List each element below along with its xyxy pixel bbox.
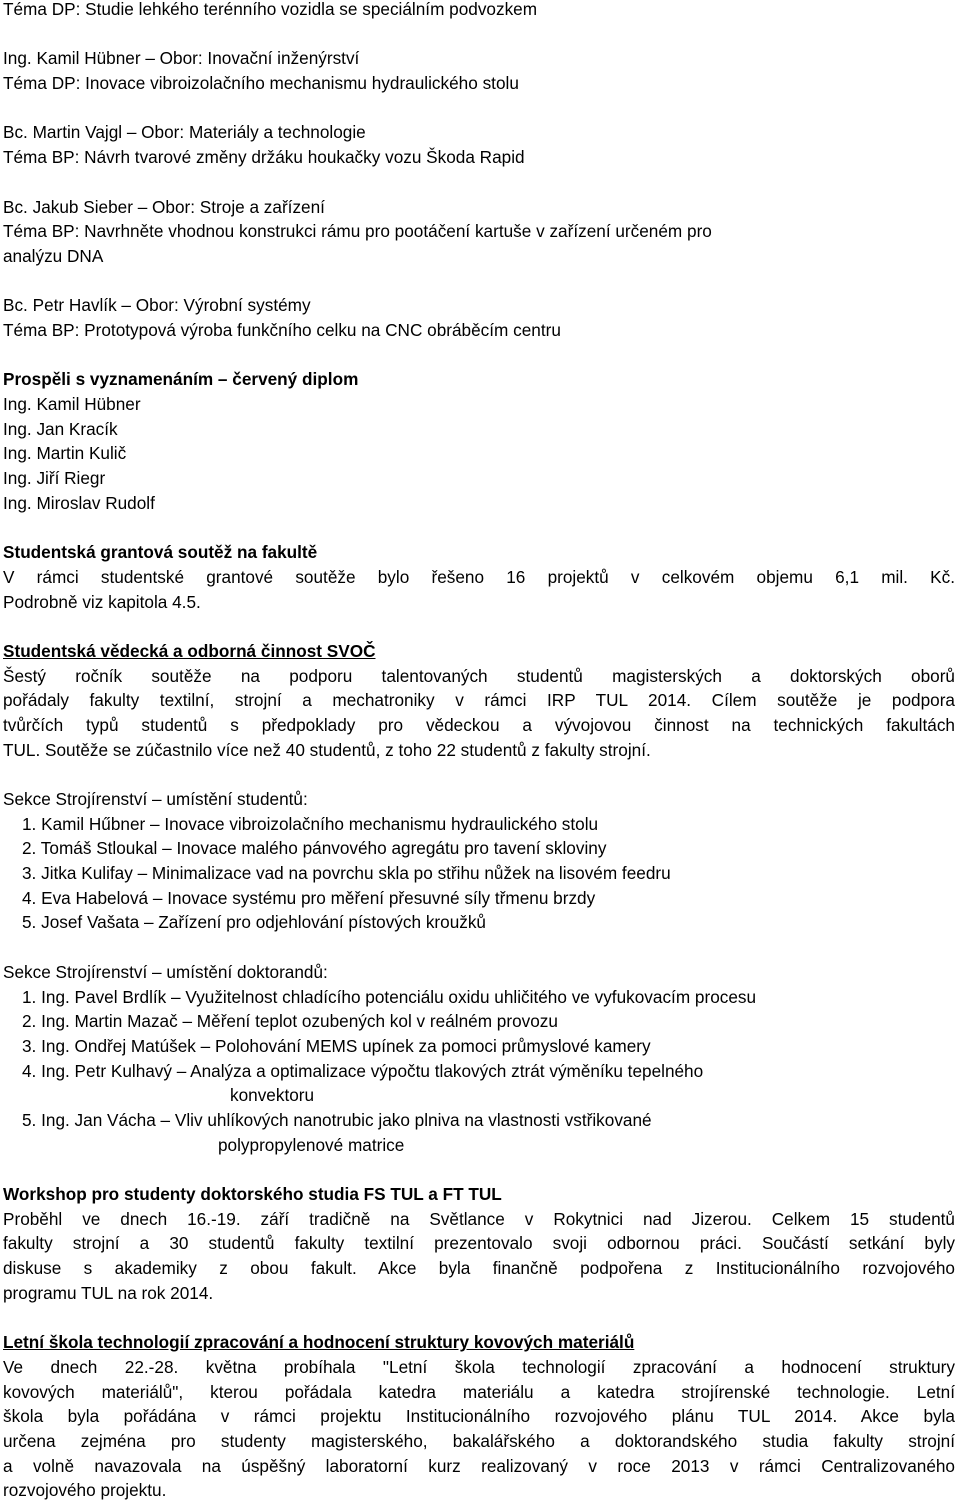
- student-name: Bc. Martin Vajgl – Obor: Materiály a technologie: [3, 122, 366, 143]
- thesis-topic: Téma DP: Studie lehkého terénního vozidla se speciálním podvozkem: [3, 0, 538, 19]
- list-item: 2. Ing. Martin Mazač – Měření teplot ozubených kol v reálném provozu: [22, 1011, 558, 1032]
- svoc-heading: Studentská vědecká a odborná činnost SVOČ: [3, 640, 376, 661]
- svoc-paragraph: Šestý ročník soutěže na podporu talentovaných studentů magisterských a doktorských oborů: [3, 665, 955, 686]
- svoc-paragraph: TUL. Soutěže se zúčastnilo více než 40 studentů, z toho 22 studentů z fakulty strojní.: [3, 739, 651, 760]
- student-name: Bc. Petr Havlík – Obor: Výrobní systémy: [3, 295, 311, 316]
- thesis-topic: Téma DP: Inovace vibroizolačního mechanismu hydraulického stolu: [3, 73, 519, 94]
- list-item: 5. Ing. Jan Vácha – Vliv uhlíkových nanotrubic jako plniva na vlastnosti vstřikované: [22, 1109, 652, 1130]
- list-item-continued: konvektoru: [230, 1085, 315, 1106]
- workshop-paragraph: diskuse s akademiky z obou fakult. Akce byla finančně podpořena z Institucionálního rozvojového: [3, 1258, 955, 1279]
- thesis-topic: Téma BP: Navrhněte vhodnou konstrukci rámu pro pootáčení kartuše v zařízení určeném pro: [3, 221, 712, 242]
- honors-heading: Prospěli s vyznamenáním – červený diplom: [3, 369, 359, 390]
- list-item: 1. Ing. Pavel Brdlík – Využitelnost chladícího potenciálu oxidu uhličitého ve vyfukovacím procesu: [22, 986, 757, 1007]
- thesis-topic: Téma BP: Návrh tvarové změny držáku houkačky vozu Škoda Rapid: [3, 147, 525, 168]
- summer-school-paragraph: škola byla pořádána v rámci projektu Institucionálního rozvojového plánu TUL 2014. Akce byla: [3, 1406, 955, 1427]
- student-name: Bc. Jakub Sieber – Obor: Stroje a zařízení: [3, 196, 325, 217]
- document-page: [3, 0, 955, 1503]
- list-item: 2. Tomáš Stloukal – Inovace malého pánvového agregátu pro tavení skloviny: [22, 838, 607, 859]
- grant-paragraph: Podrobně viz kapitola 4.5.: [3, 591, 201, 612]
- list-item: 3. Ing. Ondřej Matúšek – Polohování MEMS upínek za pomoci průmyslové kamery: [22, 1035, 651, 1056]
- summer-school-paragraph: Ve dnech 22.-28. května probíhala "Letní škola technologií zpracování a hodnocení struktury: [3, 1356, 955, 1377]
- honors-name: Ing. Martin Kulič: [3, 443, 127, 464]
- honors-name: Ing. Miroslav Rudolf: [3, 492, 155, 513]
- thesis-topic: Téma BP: Prototypová výroba funkčního celku na CNC obráběcím centru: [3, 319, 561, 340]
- workshop-paragraph: programu TUL na rok 2014.: [3, 1282, 214, 1303]
- thesis-topic-continued: analýzu DNA: [3, 245, 104, 266]
- svoc-paragraph: tvůrčích typů studentů s předpoklady pro vědeckou a vývojovou činnost na technických fakultách: [3, 714, 955, 735]
- list-item: 5. Josef Vašata – Zařízení pro odjehlování pístových kroužků: [22, 912, 486, 933]
- workshop-heading: Workshop pro studenty doktorského studia FS TUL a FT TUL: [3, 1184, 502, 1204]
- honors-name: Ing. Jiří Riegr: [3, 468, 106, 489]
- summer-school-paragraph: kovových materiálů", kterou pořádala katedra materiálu a katedra strojírenské technologie. Letní: [3, 1381, 955, 1402]
- list-item: 1. Kamil Hűbner – Inovace vibroizolačního mechanismu hydraulického stolu: [22, 813, 599, 834]
- workshop-paragraph: fakulty strojní a 30 studentů fakulty textilní prezentovalo svoji odbornou práci. Součástí setkání byly: [3, 1233, 955, 1254]
- list-item: 4. Eva Habelová – Inovace systému pro měření přesuvné síly třmenu brzdy: [22, 887, 596, 908]
- summer-school-heading: Letní škola technologií zpracování a hodnocení struktury kovových materiálů: [3, 1332, 635, 1353]
- list-item: 3. Jitka Kulifay – Minimalizace vad na povrchu skla po střihu nůžek na lisovém feedru: [22, 863, 671, 884]
- svoc-paragraph: pořádaly fakulty textilní, strojní a mechatroniky v rámci IRP TUL 2014. Cílem soutěže je podpora: [3, 690, 955, 711]
- summer-school-paragraph: a volně navazovala na úspěšný laboratorní kurz realizovaný v roce 2013 v rámci Centralizovaného: [3, 1455, 955, 1476]
- honors-name: Ing. Jan Kracík: [3, 418, 118, 439]
- summer-school-paragraph: určena zejména pro studenty magisterského, bakalářského a doktorandského studia fakulty strojní: [3, 1430, 955, 1451]
- student-name: Ing. Kamil Hübner – Obor: Inovační inženýrství: [3, 48, 360, 69]
- workshop-paragraph: Proběhl ve dnech 16.-19. září tradičně na Světlance v Rokytnici nad Jizerou. Celkem 15 studentů: [3, 1208, 955, 1229]
- honors-name: Ing. Kamil Hübner: [3, 394, 141, 414]
- list-item-continued: polypropylenové matrice: [218, 1134, 405, 1155]
- grant-heading: Studentská grantová soutěž na fakultě: [3, 542, 318, 563]
- list-item: 4. Ing. Petr Kulhavý – Analýza a optimalizace výpočtu tlakových ztrát výměníku tepelného: [22, 1060, 704, 1081]
- summer-school-paragraph: rozvojového projektu.: [3, 1480, 167, 1501]
- doctoral-placement-heading: Sekce Strojírenství – umístění doktorandů:: [3, 961, 328, 982]
- grant-paragraph: V rámci studentské grantové soutěže bylo řešeno 16 projektů v celkovém objemu 6,1 mil. Kč.: [3, 566, 955, 587]
- students-placement-heading: Sekce Strojírenství – umístění studentů:: [3, 789, 308, 809]
